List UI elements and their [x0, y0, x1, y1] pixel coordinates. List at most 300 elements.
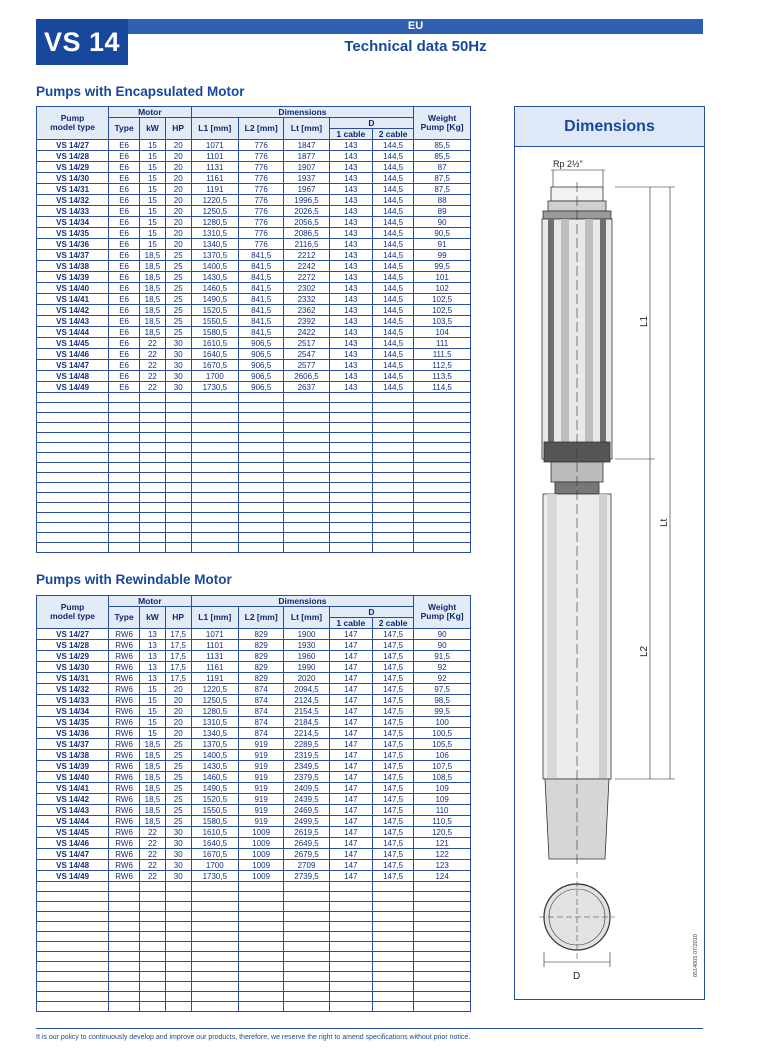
empty-cell	[109, 483, 140, 493]
empty-cell	[414, 433, 471, 443]
empty-cell	[414, 892, 471, 902]
empty-cell	[191, 912, 238, 922]
value-cell: 144,5	[372, 261, 413, 272]
value-cell: 15	[140, 162, 166, 173]
empty-cell	[109, 892, 140, 902]
pump-model-header: Pump model type	[37, 596, 109, 629]
value-cell: RW6	[109, 772, 140, 783]
value-cell: RW6	[109, 629, 140, 640]
empty-cell	[329, 892, 372, 902]
empty-cell	[284, 523, 329, 533]
empty-cell	[329, 882, 372, 892]
empty-cell	[239, 1002, 284, 1012]
value-cell: 144,5	[372, 151, 413, 162]
value-cell: 2026,5	[284, 206, 329, 217]
value-cell: 1071	[191, 140, 238, 151]
value-cell: E6	[109, 338, 140, 349]
empty-cell	[37, 972, 109, 982]
weight-header: Weight Pump [Kg]	[414, 107, 471, 140]
value-cell: 2679,5	[284, 849, 329, 860]
value-cell: 1907	[284, 162, 329, 173]
drawing-code: 0514005 07/2010	[693, 934, 699, 977]
empty-cell	[191, 972, 238, 982]
value-cell: RW6	[109, 662, 140, 673]
empty-cell	[284, 992, 329, 1002]
value-cell: 15	[140, 684, 166, 695]
value-cell: 13	[140, 651, 166, 662]
value-cell: E6	[109, 239, 140, 250]
empty-cell	[109, 533, 140, 543]
empty-cell	[165, 942, 191, 952]
value-cell: 147,5	[372, 717, 413, 728]
empty-cell	[414, 423, 471, 433]
value-cell: 919	[239, 739, 284, 750]
table-row	[37, 761, 471, 772]
empty-cell	[239, 393, 284, 403]
empty-cell	[329, 932, 372, 942]
empty-cell	[191, 403, 238, 413]
empty-cell	[109, 942, 140, 952]
model-cell: VS 14/47	[37, 360, 109, 371]
value-cell: 144,5	[372, 272, 413, 283]
empty-cell	[37, 892, 109, 902]
empty-row	[37, 902, 471, 912]
value-cell: RW6	[109, 717, 140, 728]
model-cell: VS 14/47	[37, 849, 109, 860]
d-label: D	[573, 971, 581, 982]
empty-cell	[109, 962, 140, 972]
value-cell: RW6	[109, 794, 140, 805]
empty-cell	[372, 543, 413, 553]
empty-cell	[414, 443, 471, 453]
empty-cell	[239, 493, 284, 503]
empty-cell	[37, 393, 109, 403]
empty-cell	[284, 1002, 329, 1012]
empty-row	[37, 892, 471, 902]
value-cell: 147	[329, 629, 372, 640]
value-cell: 147,5	[372, 827, 413, 838]
empty-row	[37, 982, 471, 992]
value-cell: 22	[140, 838, 166, 849]
empty-cell	[37, 543, 109, 553]
empty-row	[37, 533, 471, 543]
empty-row	[37, 912, 471, 922]
value-cell: 1310,5	[191, 717, 238, 728]
table-row	[37, 140, 471, 151]
table-row	[37, 184, 471, 195]
value-cell: 829	[239, 662, 284, 673]
value-cell: 114,5	[414, 382, 471, 393]
empty-cell	[140, 443, 166, 453]
value-cell: 143	[329, 261, 372, 272]
value-cell: 2739,5	[284, 871, 329, 882]
value-cell: 143	[329, 162, 372, 173]
model-cell: VS 14/48	[37, 860, 109, 871]
table-row	[37, 739, 471, 750]
empty-cell	[165, 443, 191, 453]
empty-cell	[140, 1002, 166, 1012]
value-cell: 144,5	[372, 305, 413, 316]
value-cell: 2214,5	[284, 728, 329, 739]
value-cell: 22	[140, 860, 166, 871]
table-row	[37, 316, 471, 327]
value-cell: 15	[140, 151, 166, 162]
empty-cell	[140, 493, 166, 503]
model-cell: VS 14/28	[37, 640, 109, 651]
value-cell: 20	[165, 217, 191, 228]
empty-cell	[372, 922, 413, 932]
table-row	[37, 228, 471, 239]
empty-cell	[191, 952, 238, 962]
value-cell: RW6	[109, 838, 140, 849]
value-cell: 18,5	[140, 327, 166, 338]
dimensions-header: Dimensions	[191, 107, 414, 118]
value-cell: 22	[140, 382, 166, 393]
empty-cell	[37, 912, 109, 922]
value-cell: 841,5	[239, 316, 284, 327]
value-cell: E6	[109, 173, 140, 184]
value-cell: 20	[165, 717, 191, 728]
value-cell: 147	[329, 860, 372, 871]
empty-cell	[165, 523, 191, 533]
value-cell: 147	[329, 695, 372, 706]
value-cell: 15	[140, 217, 166, 228]
empty-cell	[165, 423, 191, 433]
empty-cell	[284, 413, 329, 423]
empty-cell	[191, 423, 238, 433]
model-cell: VS 14/27	[37, 629, 109, 640]
value-cell: 1340,5	[191, 239, 238, 250]
value-cell: 1101	[191, 640, 238, 651]
value-cell: 20	[165, 151, 191, 162]
rewindable-section-title: Pumps with Rewindable Motor	[36, 572, 232, 587]
value-cell: 102,5	[414, 294, 471, 305]
base-section-circle	[539, 872, 615, 967]
value-cell: 144,5	[372, 338, 413, 349]
empty-cell	[165, 922, 191, 932]
empty-cell	[329, 1002, 372, 1012]
value-cell: 874	[239, 684, 284, 695]
empty-cell	[165, 453, 191, 463]
model-cell: VS 14/33	[37, 695, 109, 706]
empty-cell	[284, 393, 329, 403]
value-cell: 147	[329, 783, 372, 794]
model-cell: VS 14/36	[37, 239, 109, 250]
empty-cell	[109, 393, 140, 403]
value-cell: 143	[329, 195, 372, 206]
empty-cell	[414, 932, 471, 942]
value-cell: 17,5	[165, 629, 191, 640]
value-cell: RW6	[109, 750, 140, 761]
empty-cell	[37, 932, 109, 942]
value-cell: 1460,5	[191, 772, 238, 783]
value-cell: 841,5	[239, 305, 284, 316]
value-cell: 2056,5	[284, 217, 329, 228]
value-cell: 147,5	[372, 794, 413, 805]
empty-row	[37, 503, 471, 513]
empty-cell	[329, 543, 372, 553]
empty-cell	[165, 513, 191, 523]
empty-cell	[191, 902, 238, 912]
value-cell: 1937	[284, 173, 329, 184]
value-cell: 91	[414, 239, 471, 250]
value-cell: 143	[329, 228, 372, 239]
empty-cell	[239, 513, 284, 523]
model-cell: VS 14/43	[37, 316, 109, 327]
empty-row	[37, 403, 471, 413]
empty-cell	[140, 962, 166, 972]
value-cell: 20	[165, 173, 191, 184]
value-cell: 143	[329, 327, 372, 338]
value-cell: 147,5	[372, 750, 413, 761]
value-cell: RW6	[109, 673, 140, 684]
value-cell: 18,5	[140, 794, 166, 805]
value-cell: 147,5	[372, 629, 413, 640]
empty-cell	[372, 942, 413, 952]
value-cell: 147	[329, 673, 372, 684]
pump-dimension-drawing	[515, 147, 704, 999]
empty-cell	[165, 403, 191, 413]
empty-row	[37, 882, 471, 892]
value-cell: E6	[109, 283, 140, 294]
value-cell: 15	[140, 206, 166, 217]
value-cell: 1550,5	[191, 805, 238, 816]
model-badge: VS 14	[36, 19, 128, 65]
empty-cell	[140, 503, 166, 513]
l2-header: L2 [mm]	[239, 607, 284, 629]
value-cell: 1930	[284, 640, 329, 651]
empty-cell	[372, 413, 413, 423]
table-row	[37, 629, 471, 640]
value-cell: 1610,5	[191, 827, 238, 838]
value-cell: 147	[329, 717, 372, 728]
value-cell: 829	[239, 629, 284, 640]
empty-cell	[329, 413, 372, 423]
empty-cell	[165, 543, 191, 553]
empty-cell	[165, 952, 191, 962]
empty-row	[37, 433, 471, 443]
table-body	[37, 140, 471, 553]
value-cell: 100	[414, 717, 471, 728]
empty-cell	[239, 523, 284, 533]
value-cell: 1071	[191, 629, 238, 640]
value-cell: 18,5	[140, 294, 166, 305]
value-cell: 20	[165, 728, 191, 739]
value-cell: 30	[165, 860, 191, 871]
empty-cell	[109, 473, 140, 483]
empty-cell	[414, 882, 471, 892]
value-cell: 15	[140, 140, 166, 151]
value-cell: 25	[165, 327, 191, 338]
value-cell: E6	[109, 349, 140, 360]
empty-cell	[372, 473, 413, 483]
empty-cell	[239, 453, 284, 463]
value-cell: 1670,5	[191, 849, 238, 860]
value-cell: 906,5	[239, 338, 284, 349]
empty-row	[37, 453, 471, 463]
value-cell: 144,5	[372, 228, 413, 239]
value-cell: 144,5	[372, 206, 413, 217]
value-cell: 147,5	[372, 662, 413, 673]
value-cell: 147	[329, 838, 372, 849]
value-cell: 30	[165, 827, 191, 838]
empty-cell	[239, 473, 284, 483]
empty-cell	[414, 483, 471, 493]
value-cell: E6	[109, 294, 140, 305]
model-cell: VS 14/38	[37, 750, 109, 761]
value-cell: 1670,5	[191, 360, 238, 371]
value-cell: 147,5	[372, 684, 413, 695]
value-cell: 1730,5	[191, 871, 238, 882]
model-cell: VS 14/48	[37, 371, 109, 382]
value-cell: 144,5	[372, 173, 413, 184]
value-cell: 776	[239, 195, 284, 206]
value-cell: 1900	[284, 629, 329, 640]
value-cell: 841,5	[239, 327, 284, 338]
value-cell: 102,5	[414, 305, 471, 316]
empty-cell	[140, 413, 166, 423]
empty-cell	[37, 423, 109, 433]
value-cell: 1161	[191, 662, 238, 673]
value-cell: 15	[140, 173, 166, 184]
table-row	[37, 360, 471, 371]
empty-cell	[284, 503, 329, 513]
table-row	[37, 305, 471, 316]
value-cell: 2086,5	[284, 228, 329, 239]
value-cell: 147,5	[372, 783, 413, 794]
value-cell: 147,5	[372, 849, 413, 860]
model-cell: VS 14/44	[37, 327, 109, 338]
model-cell: VS 14/30	[37, 173, 109, 184]
value-cell: 1250,5	[191, 206, 238, 217]
table-header	[37, 107, 471, 140]
empty-cell	[37, 513, 109, 523]
value-cell: 22	[140, 871, 166, 882]
empty-cell	[372, 483, 413, 493]
value-cell: 776	[239, 162, 284, 173]
value-cell: 2289,5	[284, 739, 329, 750]
model-cell: VS 14/31	[37, 184, 109, 195]
value-cell: 92	[414, 662, 471, 673]
value-cell: 20	[165, 695, 191, 706]
value-cell: 147	[329, 640, 372, 651]
value-cell: 13	[140, 662, 166, 673]
value-cell: 120,5	[414, 827, 471, 838]
hp-header: HP	[165, 118, 191, 140]
empty-cell	[239, 882, 284, 892]
value-cell: 25	[165, 750, 191, 761]
value-cell: 85,5	[414, 140, 471, 151]
empty-cell	[239, 463, 284, 473]
value-cell: 147	[329, 728, 372, 739]
empty-row	[37, 972, 471, 982]
value-cell: 2392	[284, 316, 329, 327]
value-cell: RW6	[109, 816, 140, 827]
empty-cell	[372, 892, 413, 902]
value-cell: 90	[414, 217, 471, 228]
empty-cell	[37, 982, 109, 992]
value-cell: 874	[239, 695, 284, 706]
empty-cell	[37, 493, 109, 503]
value-cell: 2499,5	[284, 816, 329, 827]
value-cell: 144,5	[372, 349, 413, 360]
value-cell: 25	[165, 261, 191, 272]
empty-row	[37, 992, 471, 1002]
empty-cell	[191, 992, 238, 1002]
value-cell: 874	[239, 728, 284, 739]
value-cell: 841,5	[239, 283, 284, 294]
cable1-header: 1 cable	[329, 618, 372, 629]
l2-header: L2 [mm]	[239, 118, 284, 140]
region-bar: EU	[128, 19, 703, 34]
table-row	[37, 651, 471, 662]
value-cell: 776	[239, 184, 284, 195]
model-cell: VS 14/42	[37, 305, 109, 316]
empty-cell	[284, 882, 329, 892]
empty-cell	[109, 463, 140, 473]
empty-cell	[414, 523, 471, 533]
empty-cell	[37, 533, 109, 543]
empty-cell	[239, 433, 284, 443]
value-cell: 1520,5	[191, 794, 238, 805]
value-cell: 2637	[284, 382, 329, 393]
value-cell: 30	[165, 849, 191, 860]
value-cell: 91,5	[414, 651, 471, 662]
value-cell: 2094,5	[284, 684, 329, 695]
empty-cell	[191, 922, 238, 932]
empty-cell	[37, 952, 109, 962]
value-cell: 919	[239, 805, 284, 816]
empty-cell	[414, 992, 471, 1002]
empty-cell	[191, 463, 238, 473]
value-cell: 841,5	[239, 272, 284, 283]
empty-cell	[140, 902, 166, 912]
empty-cell	[109, 1002, 140, 1012]
empty-cell	[239, 912, 284, 922]
value-cell: 147,5	[372, 640, 413, 651]
value-cell: 1191	[191, 184, 238, 195]
value-cell: 143	[329, 360, 372, 371]
empty-cell	[191, 543, 238, 553]
empty-cell	[165, 503, 191, 513]
value-cell: 1220,5	[191, 684, 238, 695]
empty-cell	[372, 982, 413, 992]
empty-cell	[109, 543, 140, 553]
empty-cell	[165, 463, 191, 473]
value-cell: 143	[329, 250, 372, 261]
empty-cell	[239, 942, 284, 952]
value-cell: 1280,5	[191, 217, 238, 228]
model-cell: VS 14/34	[37, 217, 109, 228]
dimensions-panel-title: Dimensions	[515, 107, 704, 147]
empty-cell	[165, 1002, 191, 1012]
lt-header: Lt [mm]	[284, 607, 329, 629]
empty-cell	[191, 393, 238, 403]
empty-cell	[414, 493, 471, 503]
table-row	[37, 849, 471, 860]
empty-cell	[372, 443, 413, 453]
rp-label: Rp 2½"	[553, 159, 583, 169]
value-cell: E6	[109, 316, 140, 327]
empty-row	[37, 523, 471, 533]
value-cell: 906,5	[239, 382, 284, 393]
value-cell: 1700	[191, 371, 238, 382]
value-cell: 15	[140, 239, 166, 250]
value-cell: E6	[109, 140, 140, 151]
empty-cell	[329, 902, 372, 912]
value-cell: 776	[239, 173, 284, 184]
value-cell: 1131	[191, 651, 238, 662]
